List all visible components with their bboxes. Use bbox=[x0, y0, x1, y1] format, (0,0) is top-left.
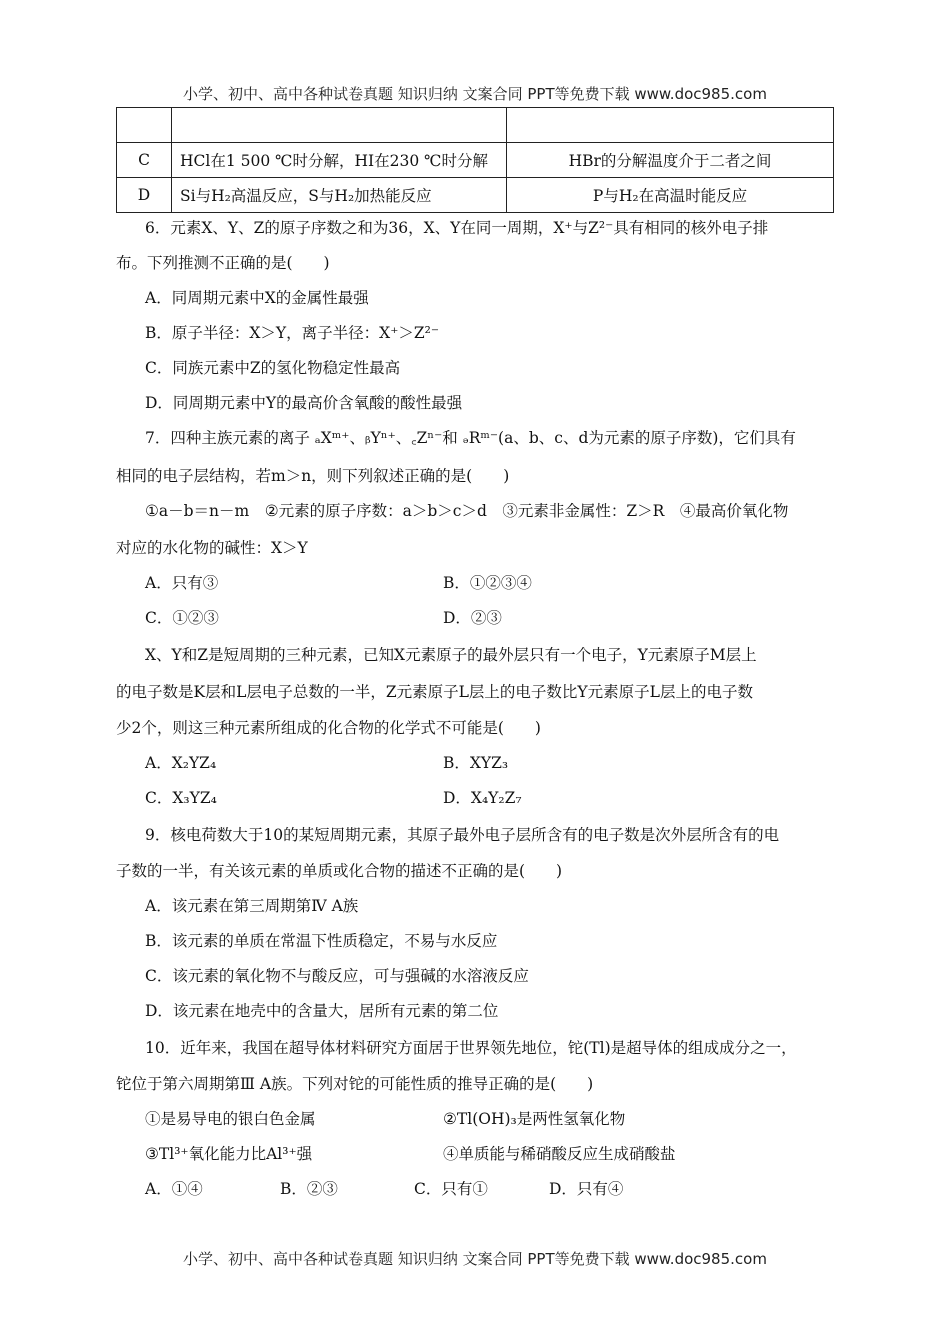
q10-statement-3: ③Tl³⁺氧化能力比Al³⁺强 bbox=[145, 1145, 313, 1163]
table-cell: Si与H₂高温反应，S与H₂加热能反应 bbox=[172, 178, 507, 213]
q9-option-c: C．该元素的氧化物不与酸反应，可与强碱的水溶液反应 bbox=[145, 967, 529, 985]
q7-option-c: C．①②③ bbox=[145, 609, 219, 627]
page-header: 小学、初中、高中各种试卷真题 知识归纳 文案合同 PPT等免费下载 www.doc985.com bbox=[183, 85, 767, 103]
q10-stem-line2: 铊位于第六周期第Ⅲ A族。下列对铊的可能性质的推导正确的是( ) bbox=[116, 1075, 594, 1093]
table-cell: P与H₂在高温时能反应 bbox=[507, 178, 834, 213]
q6-stem-line1: 6．元素X、Y、Z的原子序数之和为36，X、Y在同一周期，X⁺与Z²⁻具有相同的核外电子排 bbox=[145, 219, 769, 237]
q7-option-b: B．①②③④ bbox=[443, 574, 532, 592]
table-cell bbox=[172, 108, 507, 143]
q10-option-a: A．①④ bbox=[145, 1180, 203, 1198]
table-row bbox=[117, 178, 834, 213]
q8-option-c: C．X₃YZ₄ bbox=[145, 789, 217, 807]
q8-option-a: A．X₂YZ₄ bbox=[145, 754, 217, 772]
q8-option-b: B．XYZ₃ bbox=[443, 754, 509, 772]
q6-option-c: C．同族元素中Z的氢化物稳定性最高 bbox=[145, 359, 401, 377]
q10-option-c: C．只有① bbox=[414, 1180, 488, 1198]
table-cell: D bbox=[117, 178, 172, 213]
q8-option-d: D．X₄Y₂Z₇ bbox=[443, 789, 522, 807]
q10-statement-4: ④单质能与稀硝酸反应生成硝酸盐 bbox=[443, 1145, 676, 1163]
q7-statements-line1: ①a－b＝n－m ②元素的原子序数：a＞b＞c＞d ③元素非金属性：Z＞R ④最高价氧化物 bbox=[145, 502, 789, 520]
q10-option-b: B．②③ bbox=[280, 1180, 338, 1198]
q8-stem-line2: 的电子数是K层和L层电子总数的一半，Z元素原子L层上的电子数比Y元素原子L层上的电子数 bbox=[116, 683, 753, 701]
q10-statement-1: ①是易导电的银白色金属 bbox=[145, 1110, 316, 1128]
q10-statement-2: ②Tl(OH)₃是两性氢氧化物 bbox=[443, 1110, 626, 1128]
table-cell: HCl在1 500 ℃时分解，HI在230 ℃时分解 bbox=[172, 143, 507, 178]
table-cell bbox=[117, 108, 172, 143]
q9-option-d: D．该元素在地壳中的含量大，居所有元素的第二位 bbox=[145, 1002, 499, 1020]
q6-option-a: A．同周期元素中X的金属性最强 bbox=[145, 289, 369, 307]
q6-stem-line2: 布。下列推测不正确的是( ) bbox=[116, 254, 330, 272]
q9-option-a: A．该元素在第三周期第Ⅳ A族 bbox=[145, 897, 359, 915]
table-cell bbox=[507, 108, 834, 143]
q8-stem-line3: 少2个，则这三种元素所组成的化合物的化学式不可能是( ) bbox=[116, 719, 541, 737]
page-footer: 小学、初中、高中各种试卷真题 知识归纳 文案合同 PPT等免费下载 www.doc985.com bbox=[183, 1250, 767, 1268]
q6-option-d: D．同周期元素中Y的最高价含氧酸的酸性最强 bbox=[145, 394, 463, 412]
q9-stem-line2: 子数的一半，有关该元素的单质或化合物的描述不正确的是( ) bbox=[116, 862, 563, 880]
q7-option-a: A．只有③ bbox=[145, 574, 219, 592]
table-cell: C bbox=[117, 143, 172, 178]
q6-option-b: B．原子半径：X＞Y，离子半径：X⁺＞Z²⁻ bbox=[145, 324, 440, 342]
q10-stem-line1: 10．近年来，我国在超导体材料研究方面居于世界领先地位，铊(Tl)是超导体的组成成分之一， bbox=[145, 1039, 797, 1057]
table-row bbox=[117, 108, 834, 143]
q10-option-d: D．只有④ bbox=[549, 1180, 624, 1198]
table-row bbox=[117, 143, 834, 178]
q7-stem-line2: 相同的电子层结构，若m＞n，则下列叙述正确的是( ) bbox=[116, 467, 510, 485]
q8-stem-line1: X、Y和Z是短周期的三种元素，已知X元素原子的最外层只有一个电子，Y元素原子M层上 bbox=[145, 646, 757, 664]
q7-option-d: D．②③ bbox=[443, 609, 502, 627]
table-cell: HBr的分解温度介于二者之间 bbox=[507, 143, 834, 178]
q7-stem-line1: 7．四种主族元素的离子 ₐXᵐ⁺、ᵦYⁿ⁺、꜀Zⁿ⁻和 ₔRᵐ⁻(a、b、c、d为元素的原子序数)，它们具有 bbox=[145, 429, 796, 447]
comparison-table bbox=[116, 107, 834, 213]
q7-statements-line2: 对应的水化物的碱性：X＞Y bbox=[116, 539, 308, 557]
q9-option-b: B．该元素的单质在常温下性质稳定，不易与水反应 bbox=[145, 932, 498, 950]
q9-stem-line1: 9．核电荷数大于10的某短周期元素，其原子最外电子层所含有的电子数是次外层所含有的电 bbox=[145, 826, 780, 844]
